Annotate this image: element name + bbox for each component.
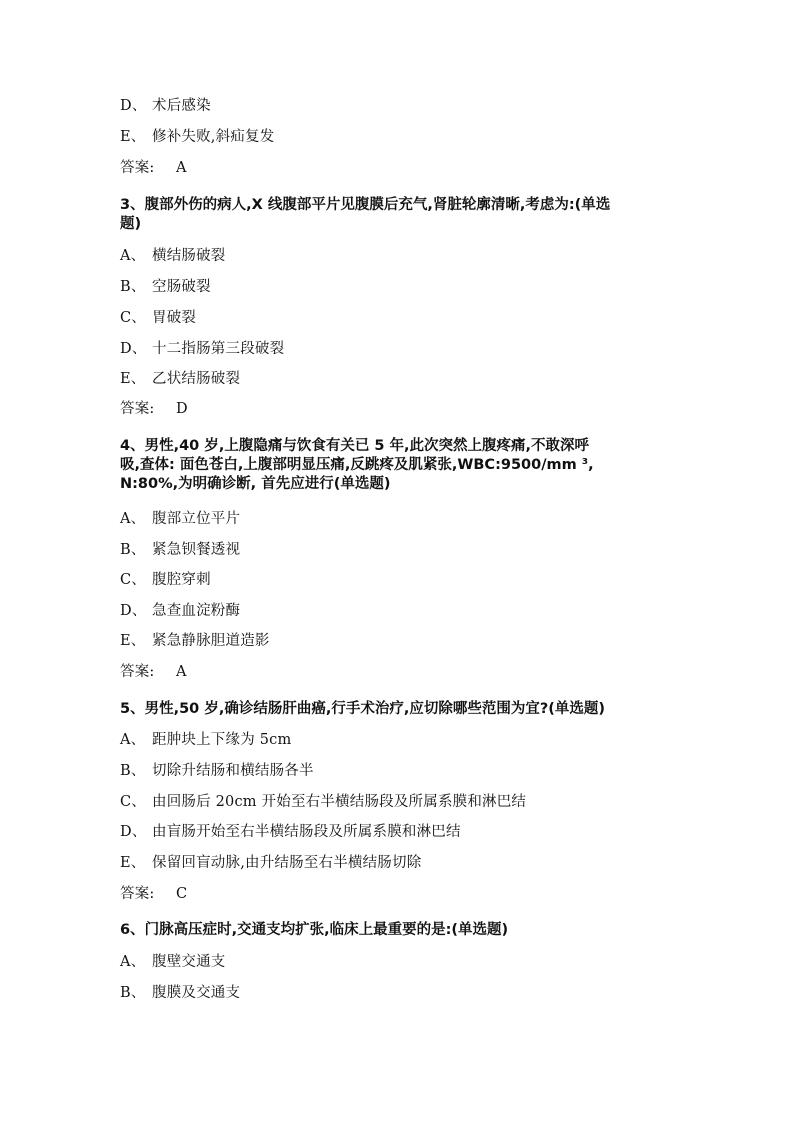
option-text: 修补失败,斜疝复发 xyxy=(152,129,275,145)
question-line: 题) xyxy=(120,216,142,232)
answer-value: D xyxy=(176,401,188,417)
option-text: 横结肠破裂 xyxy=(152,248,226,264)
option-letter: D、 xyxy=(120,98,147,114)
answer-label: 答案: xyxy=(120,886,155,902)
option-c xyxy=(120,570,211,590)
option-letter: B、 xyxy=(120,763,146,779)
option-text: 乙状结肠破裂 xyxy=(152,371,241,387)
option-text: 紧急钡餐透视 xyxy=(152,542,241,558)
option-letter: E、 xyxy=(120,633,146,649)
question-line: 4、男性,40 岁,上腹隐痛与饮食有关已 5 年,此次突然上腹疼痛,不敢深呼 xyxy=(120,438,590,454)
option-letter: C、 xyxy=(120,310,146,326)
option-c xyxy=(120,308,196,328)
question-line: 吸,查体: 面色苍白,上腹部明显压痛,反跳疼及肌紧张,WBC:9500/mm ³, xyxy=(120,457,594,473)
option-text: 空肠破裂 xyxy=(152,279,211,295)
option-e xyxy=(120,853,421,873)
option-b xyxy=(120,277,211,297)
option-d xyxy=(120,601,240,621)
question-line: 6、门脉高压症时,交通支均扩张,临床上最重要的是:(单选题) xyxy=(120,922,509,938)
option-text: 由回肠后 20cm 开始至右半横结肠段及所属系膜和淋巴结 xyxy=(152,794,527,810)
option-d xyxy=(120,822,461,842)
option-text: 腹部立位平片 xyxy=(152,511,241,527)
option-letter: A、 xyxy=(120,954,146,970)
question-line: 3、腹部外伤的病人,X 线腹部平片见腹膜后充气,肾脏轮廓清晰,考虑为:(单选 xyxy=(120,197,611,213)
option-text: 保留回盲动脉,由升结肠至右半横结肠切除 xyxy=(152,855,422,871)
question-line: N:80%,为明确诊断, 首先应进行(单选题) xyxy=(120,476,391,492)
option-b xyxy=(120,540,240,560)
option-a xyxy=(120,730,291,750)
question-4 xyxy=(120,437,680,494)
option-letter: A、 xyxy=(120,732,146,748)
question-5 xyxy=(120,700,680,719)
option-b xyxy=(120,983,240,1003)
option-c xyxy=(120,792,526,812)
option-letter: D、 xyxy=(120,341,147,357)
option-text: 十二指肠第三段破裂 xyxy=(152,341,285,357)
answer-line xyxy=(120,662,187,682)
option-letter: B、 xyxy=(120,985,146,1001)
answer-label: 答案: xyxy=(120,160,155,176)
answer-value: A xyxy=(176,160,187,176)
option-text: 胃破裂 xyxy=(152,310,197,326)
option-letter: E、 xyxy=(120,129,146,145)
option-e xyxy=(120,631,270,651)
option-d xyxy=(120,339,284,359)
question-line: 5、男性,50 岁,确诊结肠肝曲癌,行手术治疗,应切除哪些范围为宜?(单选题) xyxy=(120,701,606,717)
answer-value: A xyxy=(176,664,187,680)
option-e xyxy=(120,369,240,389)
option-letter: D、 xyxy=(120,603,147,619)
option-text: 由盲肠开始至右半横结肠段及所属系膜和淋巴结 xyxy=(152,824,461,840)
option-e xyxy=(120,127,274,147)
answer-line xyxy=(120,158,187,178)
option-letter: E、 xyxy=(120,371,146,387)
option-a xyxy=(120,246,226,266)
option-a xyxy=(120,952,226,972)
option-letter: E、 xyxy=(120,855,146,871)
answer-line xyxy=(120,884,187,904)
option-letter: A、 xyxy=(120,248,146,264)
option-text: 腹膜及交通支 xyxy=(152,985,241,1001)
option-letter: B、 xyxy=(120,279,146,295)
option-b xyxy=(120,761,314,781)
answer-label: 答案: xyxy=(120,664,155,680)
option-text: 距肿块上下缘为 5cm xyxy=(152,732,292,748)
option-letter: C、 xyxy=(120,572,146,588)
option-a xyxy=(120,509,240,529)
option-letter: C、 xyxy=(120,794,146,810)
option-letter: A、 xyxy=(120,511,146,527)
option-text: 切除升结肠和横结肠各半 xyxy=(152,763,314,779)
question-3 xyxy=(120,196,680,234)
option-text: 术后感染 xyxy=(152,98,211,114)
question-6 xyxy=(120,921,680,940)
option-letter: D、 xyxy=(120,824,147,840)
option-text: 急查血淀粉酶 xyxy=(152,603,241,619)
option-text: 腹壁交通支 xyxy=(152,954,226,970)
answer-value: C xyxy=(176,886,188,902)
answer-label: 答案: xyxy=(120,401,155,417)
option-text: 紧急静脉胆道造影 xyxy=(152,633,270,649)
answer-line xyxy=(120,399,188,419)
option-letter: B、 xyxy=(120,542,146,558)
option-text: 腹腔穿刺 xyxy=(152,572,211,588)
option-d xyxy=(120,96,211,116)
